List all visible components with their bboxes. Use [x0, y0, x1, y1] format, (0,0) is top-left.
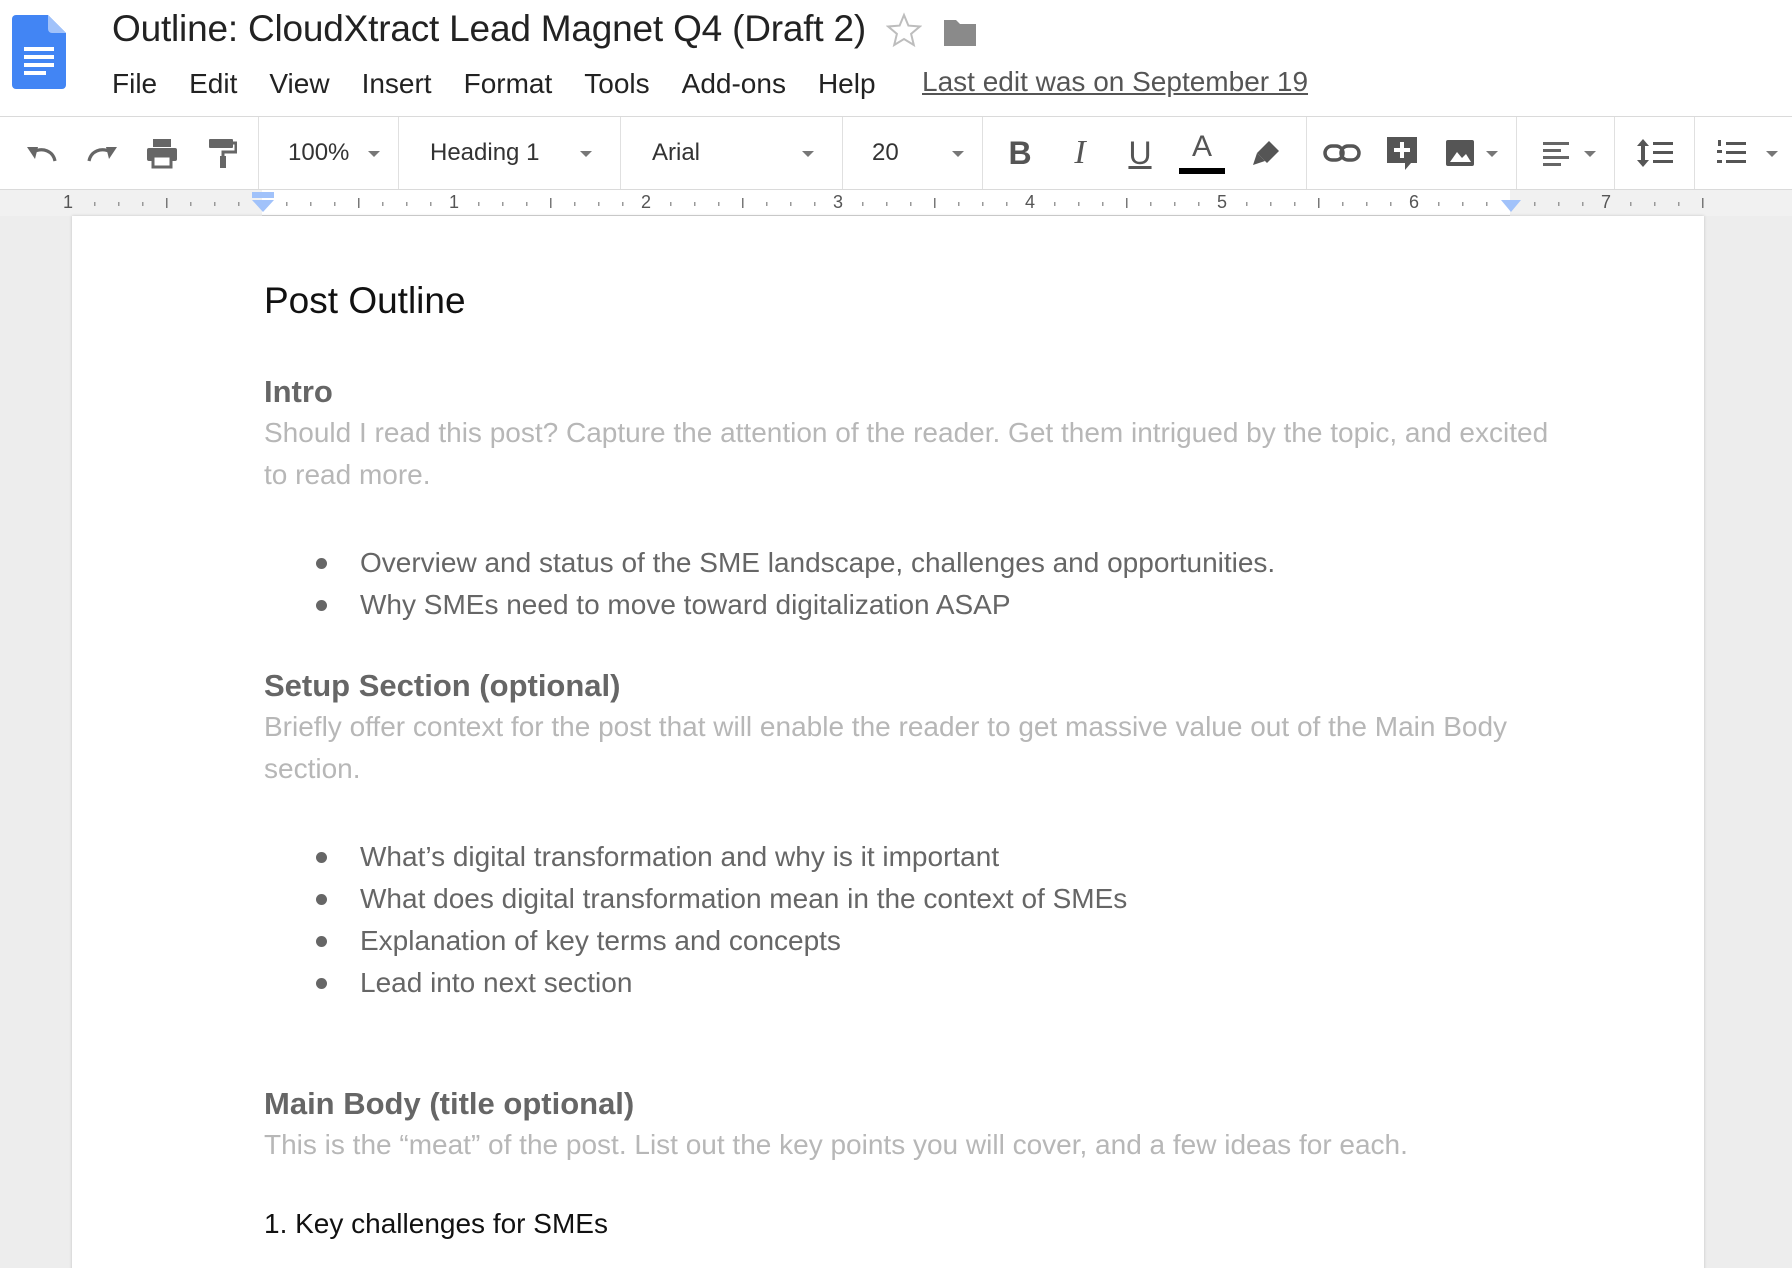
toolbar-separator [842, 117, 843, 189]
app-header [0, 0, 1792, 116]
bullet-icon [316, 978, 327, 989]
zoom-value: 100% [288, 139, 350, 166]
document-title[interactable]: Outline: CloudXtract Lead Magnet Q4 (Draft 2) [112, 8, 866, 49]
list-item [264, 584, 1275, 626]
menu-add-ons[interactable]: Add-ons [681, 68, 786, 99]
intro-heading: Intro [264, 374, 333, 409]
text-color-button[interactable] [1178, 117, 1226, 189]
ruler-label: 4 [1025, 192, 1036, 212]
bullet-icon [316, 936, 327, 947]
print-icon [145, 137, 179, 169]
bullet-icon [316, 852, 327, 863]
zoom-select[interactable] [288, 117, 378, 189]
bold-button[interactable] [1000, 117, 1040, 189]
paint-format-icon [207, 137, 237, 169]
style-select[interactable] [430, 117, 580, 189]
undo-button[interactable] [18, 117, 66, 189]
last-edit-link[interactable]: Last edit was on September 19 [922, 66, 1309, 97]
line-spacing-icon [1635, 137, 1675, 169]
setup-hint: Briefly offer context for the post that will enable the reader to get massive value out of the Main Body section. [264, 711, 1508, 784]
list-item [264, 542, 1275, 584]
menu-view[interactable]: View [269, 68, 330, 99]
numbered-list-icon [1716, 138, 1748, 168]
ruler-label: 3 [833, 192, 844, 212]
left-indent-marker-icon[interactable] [251, 192, 275, 214]
numbered-list-dropdown-icon [1766, 151, 1778, 157]
ruler-label: 1 [63, 192, 74, 212]
link-button[interactable] [1318, 117, 1366, 189]
toolbar [0, 116, 1792, 190]
setup-heading: Setup Section (optional) [264, 668, 621, 703]
style-value: Heading 1 [430, 139, 540, 166]
list-item-text: Overview and status of the SME landscape, challenges and opportunities. [360, 547, 1276, 578]
menu-insert[interactable]: Insert [361, 68, 432, 99]
text-color-swatch [1179, 168, 1225, 174]
image-button[interactable] [1436, 117, 1484, 189]
underline-icon: U [1128, 134, 1152, 171]
docs-logo-icon[interactable] [12, 15, 66, 89]
image-icon [1444, 138, 1476, 168]
page-title: Post Outline [264, 280, 466, 321]
toolbar-separator [620, 117, 621, 189]
list-item-text: Why SMEs need to move toward digitalization ASAP [360, 589, 1011, 620]
menu-file[interactable]: File [112, 68, 158, 99]
add-comment-icon [1385, 135, 1419, 171]
toolbar-separator [1614, 117, 1615, 189]
key-point-1: 1. Key challenges for SMEs [264, 1208, 608, 1239]
font-size-select[interactable] [872, 117, 952, 189]
ruler [0, 190, 1792, 216]
font-size-dropdown-icon [952, 151, 964, 157]
numbered-list-button[interactable] [1708, 117, 1756, 189]
bullet-icon [316, 600, 327, 611]
star-icon[interactable] [886, 12, 922, 48]
highlight-button[interactable] [1244, 117, 1288, 189]
image-dropdown-icon [1486, 151, 1498, 157]
ruler-label: 6 [1409, 192, 1420, 212]
list-item [264, 920, 1127, 962]
bullet-icon [316, 894, 327, 905]
main-body-heading: Main Body (title optional) [264, 1086, 635, 1121]
toolbar-separator [1306, 117, 1307, 189]
menu-format[interactable]: Format [463, 68, 553, 99]
menu-help[interactable]: Help [817, 68, 876, 99]
list-item-text: What’s digital transformation and why is it important [360, 841, 1000, 872]
ruler-label: 5 [1217, 192, 1228, 212]
toolbar-separator [398, 117, 399, 189]
intro-bullet-list [264, 542, 1275, 626]
list-item-text: Explanation of key terms and concepts [360, 925, 841, 956]
toolbar-separator [258, 117, 259, 189]
style-dropdown-icon [580, 151, 592, 157]
print-button[interactable] [138, 117, 186, 189]
document-page[interactable] [72, 216, 1704, 1268]
toolbar-separator [1516, 117, 1517, 189]
bold-icon: B [1008, 134, 1032, 171]
setup-bullet-list [264, 836, 1127, 1004]
right-indent-marker-icon[interactable] [1500, 200, 1522, 214]
align-left-icon [1541, 140, 1571, 166]
align-button[interactable] [1532, 117, 1580, 189]
list-item-text: Lead into next section [360, 967, 633, 998]
italic-icon: I [1074, 134, 1086, 171]
ruler-label: 7 [1601, 192, 1612, 212]
menu-edit[interactable]: Edit [189, 68, 238, 99]
menu-tools[interactable]: Tools [584, 68, 650, 99]
main-body-hint: This is the “meat” of the post. List out the key points you will cover, and a few ideas for each. [264, 1129, 1408, 1160]
add-comment-button[interactable] [1378, 117, 1426, 189]
list-item [264, 878, 1127, 920]
underline-button[interactable] [1120, 117, 1160, 189]
toolbar-separator [1694, 117, 1695, 189]
line-spacing-button[interactable] [1630, 117, 1680, 189]
list-item-text: What does digital transformation mean in the context of SMEs [360, 883, 1128, 914]
toolbar-separator [982, 117, 983, 189]
text-color-icon: A [1191, 130, 1212, 163]
align-dropdown-icon [1584, 151, 1596, 157]
undo-icon [25, 141, 59, 165]
paint-format-button[interactable] [198, 117, 246, 189]
bullet-icon [316, 558, 327, 569]
redo-button[interactable] [78, 117, 126, 189]
font-size-value: 20 [872, 139, 899, 166]
folder-icon[interactable] [942, 18, 978, 48]
intro-hint: Should I read this post? Capture the attention of the reader. Get them intrigued by the topic, and excited to read more. [264, 417, 1549, 490]
italic-button[interactable] [1060, 117, 1100, 189]
font-dropdown-icon [802, 151, 814, 157]
menu-bar [112, 66, 908, 102]
font-value: Arial [652, 139, 701, 166]
link-icon [1323, 143, 1361, 163]
list-item [264, 962, 1127, 1004]
redo-icon [85, 141, 119, 165]
list-item [264, 836, 1127, 878]
zoom-dropdown-icon [368, 151, 380, 157]
font-select[interactable] [652, 117, 802, 189]
ruler-label: 2 [641, 192, 652, 212]
highlight-icon [1251, 139, 1281, 167]
ruler-label: 1 [449, 192, 460, 212]
